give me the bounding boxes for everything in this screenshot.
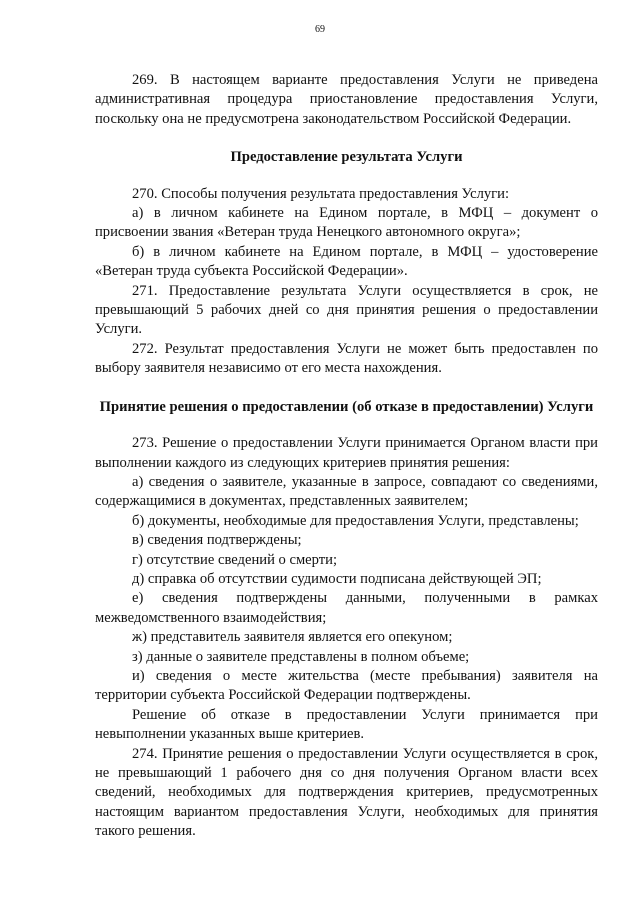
page-number: 69	[315, 24, 325, 35]
section-heading-result: Предоставление результата Услуги	[230, 149, 463, 166]
paragraph-269: 269. В настоящем варианте предоставления Услуги не приведена административная процедура приостановление предоставления Услуги, поскольку она не предусмотрена законодательством Российской Федерации.	[95, 72, 598, 127]
criterion-i: и) сведения о месте жительства (месте пребывания) заявителя на территории субъекта Российской Федерации подтверждены.	[95, 667, 598, 704]
paragraph-270-a: а) в личном кабинете на Едином портале, в МФЦ – документ о присвоении звания «Ветеран труда Ненецкого автономного округа»;	[95, 205, 598, 241]
paragraph-273: 273. Решение о предоставлении Услуги принимается Органом власти при выполнении каждого из следующих критериев принятия решения:	[95, 435, 598, 471]
criterion-zh: ж) представитель заявителя является его опекуном;	[132, 629, 453, 646]
section-heading-decision: Принятие решения о предоставлении (об отказе в предоставлении) Услуги	[99, 398, 594, 415]
criterion-z: з) данные о заявителе представлены в полном объеме;	[132, 648, 470, 665]
document-body	[95, 71, 598, 842]
criterion-d: д) справка об отсутствии судимости подписана действующей ЭП;	[132, 570, 542, 587]
paragraph-271: 271. Предоставление результата Услуги осуществляется в срок, не превышающий 5 рабочих дней со дня принятия решения о предоставлении Услуги.	[95, 282, 598, 338]
criterion-v: в) сведения подтверждены;	[132, 532, 302, 549]
spacer	[95, 417, 598, 434]
paragraph-270: 270. Способы получения результата предоставления Услуги:	[132, 185, 510, 202]
paragraph-274: 274. Принятие решения о предоставлении Услуги осуществляется в срок, не превышающий 1 рабочего дня со дня получения Органом власти всех сведений, необходимых для подтверждения критериев, предусмотренных настоящим вариантом предоставления Услуги, необходимых для принятия такого решения.	[95, 745, 598, 840]
paragraph-270-b: б) в личном кабинете на Едином портале, в МФЦ – удостоверение «Ветеран труда субъекта Российской Федерации».	[95, 243, 598, 280]
spacer	[95, 379, 598, 398]
spacer	[95, 129, 598, 148]
spacer	[95, 168, 598, 185]
criterion-g: г) отсутствие сведений о смерти;	[132, 551, 338, 568]
paragraph-refusal: Решение об отказе в предоставлении Услуги принимается при невыполнении указанных выше критериев.	[95, 706, 598, 743]
criterion-a: а) сведения о заявителе, указанные в запросе, совпадают со сведениями, содержащимися в документах, представленных заявителем;	[95, 473, 598, 510]
criterion-b: б) документы, необходимые для предоставления Услуги, представлены;	[132, 512, 579, 529]
paragraph-272: 272. Результат предоставления Услуги не может быть предоставлен по выбору заявителя независимо от его места нахождения.	[95, 340, 598, 377]
criterion-e: е) сведения подтверждены данными, полученными в рамках межведомственного взаимодействия;	[95, 590, 598, 626]
